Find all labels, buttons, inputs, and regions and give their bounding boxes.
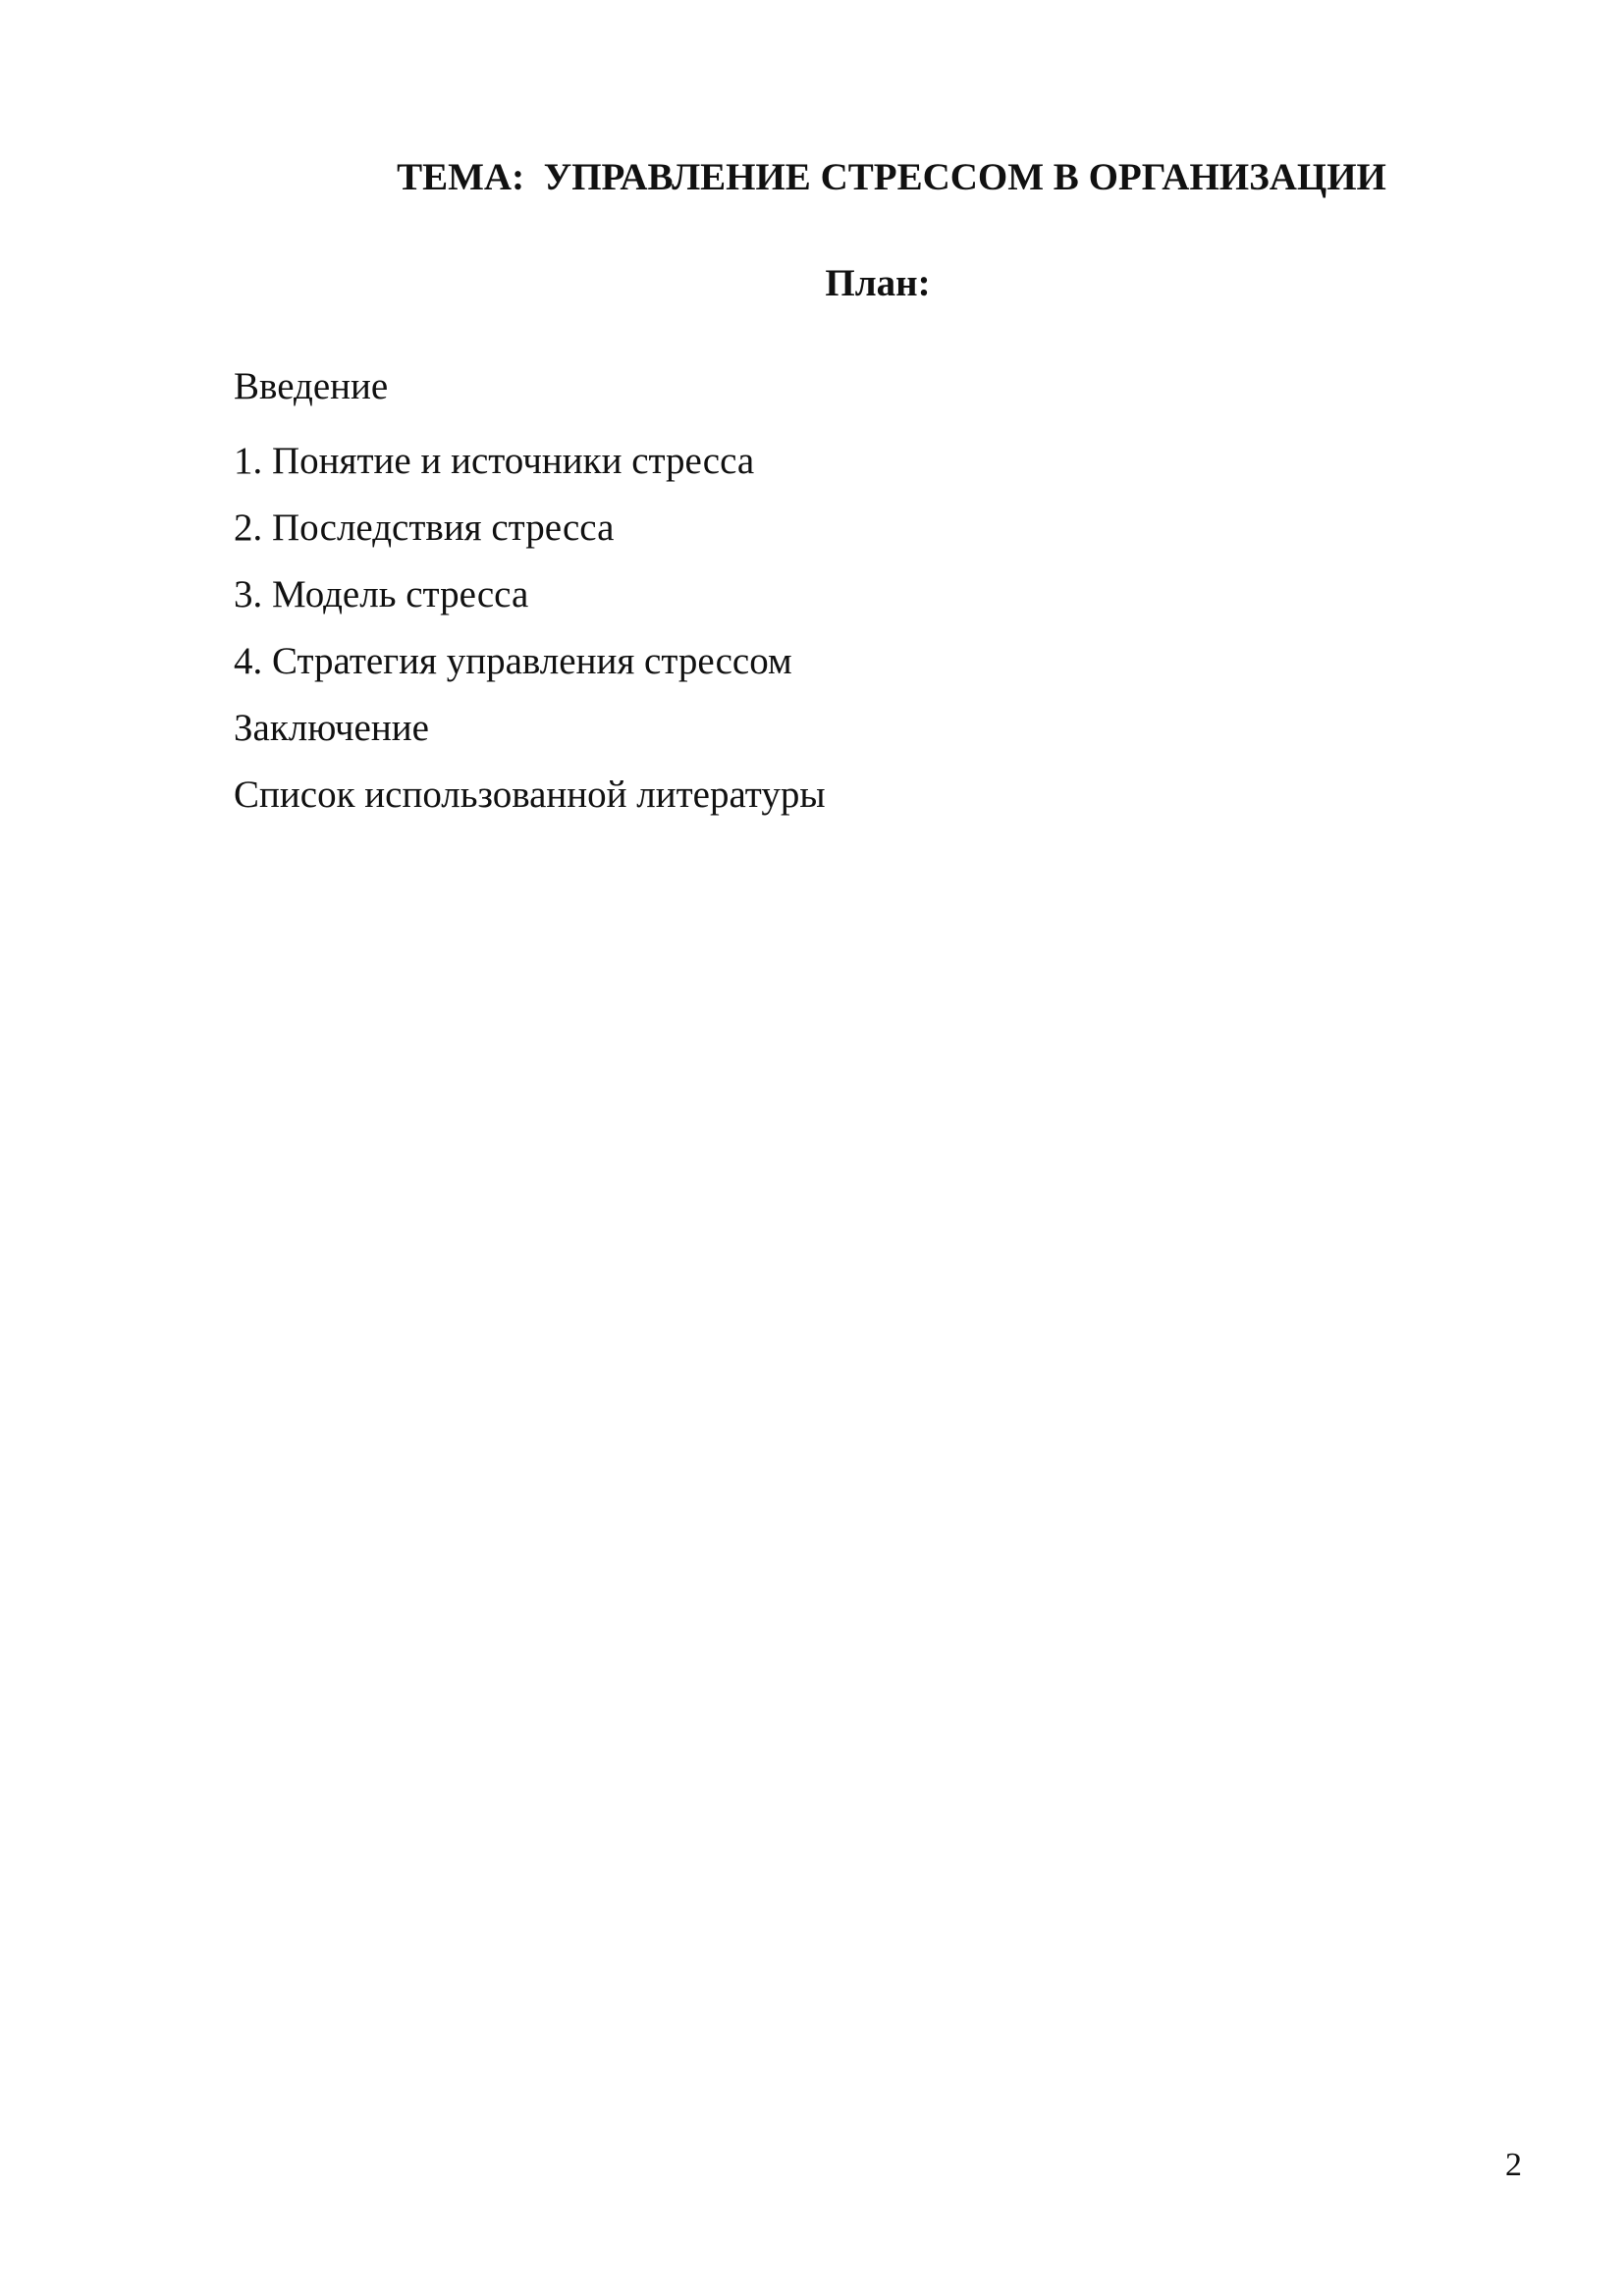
toc-item-introduction: Введение xyxy=(234,365,389,407)
toc-item-concept-and-sources: 1. Понятие и источники стресса xyxy=(234,440,755,482)
toc-item-management-strategy: 4. Стратегия управления стрессом xyxy=(234,640,792,682)
plan-heading: План: xyxy=(825,262,931,304)
toc-item-stress-model: 3. Модель стресса xyxy=(234,573,529,615)
toc-item-consequences: 2. Последствия стресса xyxy=(234,507,615,549)
page-number: 2 xyxy=(1505,2147,1522,2183)
toc-item-references: Список использованной литературы xyxy=(234,774,826,816)
toc-item-conclusion: Заключение xyxy=(234,707,429,749)
document-title: ТЕМА: УПРАВЛЕНИЕ СТРЕССОМ В ОРГАНИЗАЦИИ xyxy=(397,156,1386,198)
